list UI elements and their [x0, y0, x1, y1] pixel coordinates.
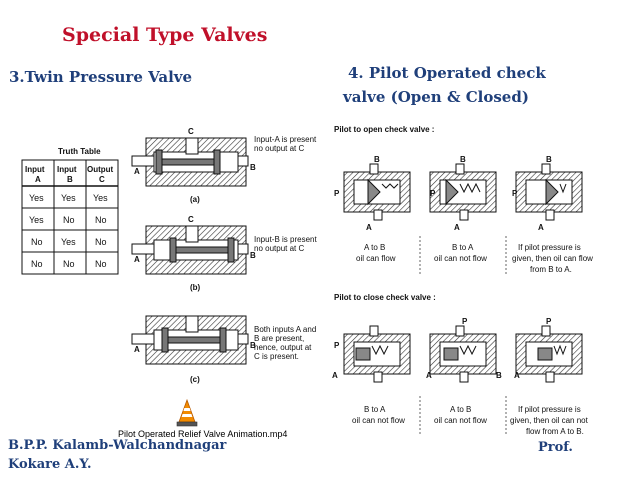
tt-cell: No — [95, 215, 107, 225]
port-label: B — [374, 155, 380, 164]
svg-text:B: B — [250, 163, 256, 172]
diagram-a-note: Input-A is present — [254, 135, 317, 144]
svg-text:B: B — [460, 155, 466, 164]
twin-valve-c — [132, 316, 256, 364]
svg-text:P: P — [462, 317, 468, 326]
svg-text:A: A — [454, 223, 460, 232]
diagram-b-note: no output at C — [254, 244, 305, 253]
tt-sub-b: B — [67, 175, 73, 184]
svg-text:B: B — [546, 155, 552, 164]
open-valve-1 — [344, 164, 410, 220]
close-valve-2 — [430, 326, 496, 382]
tt-header-input-b: Input — [57, 165, 77, 174]
slide-title: Special Type Valves — [62, 24, 268, 46]
open-caption: from B to A. — [530, 265, 572, 274]
svg-text:A: A — [134, 255, 140, 264]
svg-text:A: A — [332, 371, 338, 380]
footer-institution: B.P.P. Kalamb-Walchandnagar — [8, 438, 227, 453]
pilot-close-title: Pilot to close check valve : — [334, 293, 436, 302]
truth-table — [22, 160, 118, 274]
tt-header-output-c: Output — [87, 165, 114, 174]
svg-text:A: A — [538, 223, 544, 232]
svg-text:A: A — [134, 345, 140, 354]
tt-cell: No — [31, 237, 43, 247]
open-caption: oil can not flow — [434, 254, 487, 263]
diagram-a-caption: (a) — [190, 195, 200, 204]
open-caption: If pilot pressure is — [518, 243, 581, 252]
svg-text:A: A — [514, 371, 520, 380]
port-label: A — [366, 223, 372, 232]
svg-text:P: P — [334, 341, 340, 350]
twin-pressure-heading: 3.Twin Pressure Valve — [9, 68, 193, 86]
footer-right-text: Prof. — [538, 440, 573, 455]
pilot-check-figure — [330, 116, 600, 443]
diagram-c-note: hence, output at — [254, 343, 312, 352]
pilot-open-title: Pilot to open check valve : — [334, 125, 435, 134]
open-valve-2 — [430, 164, 496, 220]
tt-cell: No — [31, 259, 43, 269]
tt-cell: No — [95, 237, 107, 247]
svg-text:C: C — [188, 215, 194, 224]
close-valve-1 — [344, 326, 410, 382]
tt-sub-a: A — [35, 175, 41, 184]
close-valve-3 — [516, 326, 582, 382]
svg-text:A: A — [426, 371, 432, 380]
truth-table-title: Truth Table — [58, 147, 101, 156]
diagram-b-note: Input-B is present — [254, 235, 317, 244]
open-caption: oil can flow — [356, 254, 396, 263]
tt-cell: Yes — [93, 193, 108, 203]
title-underline — [60, 44, 360, 50]
twin-pressure-figure — [20, 116, 317, 396]
tt-cell: No — [63, 259, 75, 269]
close-caption: oil can not flow — [352, 416, 405, 425]
tt-cell: No — [95, 259, 107, 269]
diagram-c-note: C is present. — [254, 352, 299, 361]
open-valve-3 — [516, 164, 582, 220]
diagram-c-note: Both inputs A and — [254, 325, 317, 334]
svg-text:A: A — [134, 167, 140, 176]
pilot-check-diagram — [330, 116, 600, 443]
tt-cell: Yes — [29, 215, 44, 225]
open-caption: A to B — [364, 243, 386, 252]
close-caption: A to B — [450, 405, 472, 414]
svg-text:B: B — [250, 341, 256, 350]
tt-header-input-a: Input — [25, 165, 45, 174]
close-caption: B to A — [364, 405, 386, 414]
vlc-cone-icon — [176, 399, 198, 427]
tt-sub-c: C — [99, 175, 105, 184]
twin-valve-a — [132, 127, 256, 186]
svg-text:C: C — [188, 127, 194, 136]
diagram-c-note: B are present, — [254, 334, 305, 343]
open-caption: given, then oil can flow — [512, 254, 593, 263]
svg-text:P: P — [546, 317, 552, 326]
svg-text:P: P — [430, 189, 436, 198]
diagram-c-caption: (c) — [190, 375, 200, 384]
twin-valve-b — [132, 215, 256, 274]
tt-cell: No — [63, 215, 75, 225]
svg-text:P: P — [512, 189, 518, 198]
close-caption: flow from A to B. — [526, 427, 584, 436]
footer-author: Kokare A.Y. — [8, 457, 92, 472]
svg-text:B: B — [496, 371, 502, 380]
diagram-b-caption: (b) — [190, 283, 201, 292]
media-player-button[interactable] — [176, 399, 198, 427]
tt-cell: Yes — [29, 193, 44, 203]
media-filename[interactable]: Pilot Operated Relief Valve Animation.mp4 — [118, 429, 288, 439]
pilot-check-heading-line2: valve (Open & Closed) — [343, 88, 529, 106]
tt-cell: Yes — [61, 237, 76, 247]
svg-text:B: B — [250, 251, 256, 260]
open-caption: B to A — [452, 243, 474, 252]
diagram-a-note: no output at C — [254, 144, 305, 153]
tt-cell: Yes — [61, 193, 76, 203]
close-caption: If pilot pressure is — [518, 405, 581, 414]
close-caption: given, then oil can not — [510, 416, 588, 425]
port-label: P — [334, 189, 340, 198]
pilot-check-heading-line1: 4. Pilot Operated check — [348, 64, 546, 82]
twin-pressure-diagram — [20, 116, 317, 396]
close-caption: oil can not flow — [434, 416, 487, 425]
